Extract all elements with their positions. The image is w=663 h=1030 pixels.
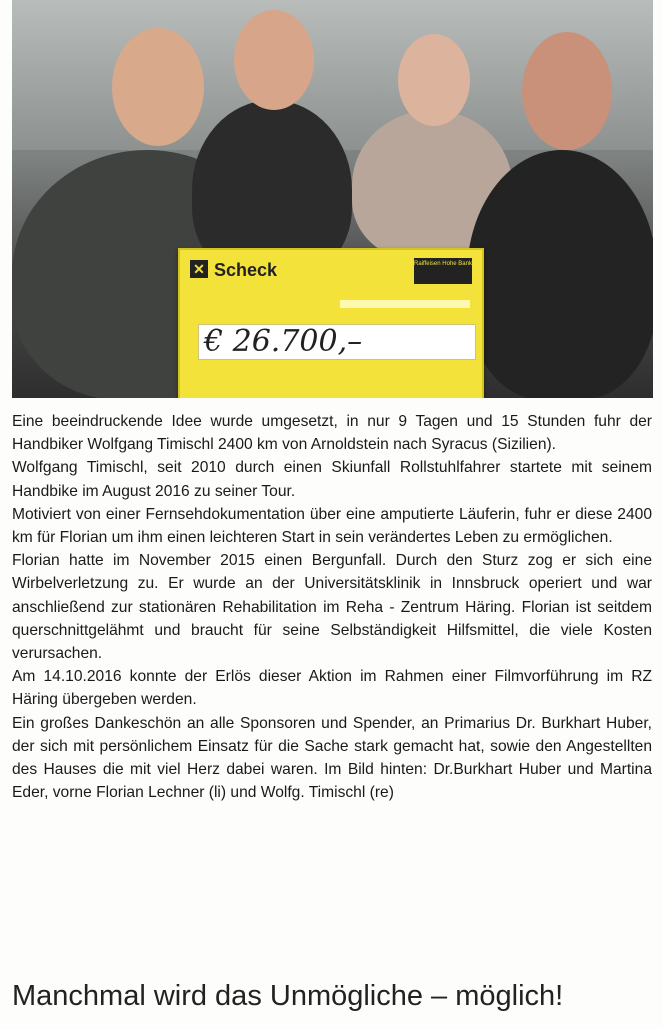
person-right bbox=[467, 150, 653, 398]
paragraph: Ein großes Dankeschön an alle Sponsoren und Spender, an Primarius Dr. Burkhart Huber, der sich mit persönlichem Einsatz für die Sache stark gemacht hat, sowie den Angestellten des Hauses die mit viel Herz dabei waren. Im Bild hinten: Dr.Burkhart Huber und Martina Eder, vorne Florian Lechner (li) und Wolfg. Timischl (re) bbox=[12, 714, 652, 802]
article-headline: Manchmal wird das Unmögliche – möglich! bbox=[12, 980, 564, 1012]
donation-check bbox=[178, 248, 484, 398]
paragraph: Am 14.10.2016 konnte der Erlös dieser Aktion im Rahmen einer Filmvorführung im RZ Häring übergeben werden. bbox=[12, 668, 652, 709]
payee-field bbox=[340, 300, 470, 308]
raiffeisen-logo-icon: ✕ bbox=[190, 260, 208, 278]
check-amount: € 26.700,– bbox=[204, 324, 363, 359]
paragraph: Motiviert von einer Fernsehdokumentation über eine amputierte Läuferin, fuhr er diese 2400 km für Florian um ihm einen leichteren Start in sein verändertes Leben zu ermöglichen. bbox=[12, 505, 652, 547]
check-title: Scheck bbox=[214, 260, 278, 280]
person-back-right-head bbox=[398, 34, 470, 126]
group-photo bbox=[12, 0, 653, 398]
paragraph: Eine beeindruckende Idee wurde umgesetzt, in nur 9 Tagen und 15 Stunden fuhr der Handbiker Wolfgang Timischl 2400 km von Arnoldstein nach Syracus (Sizilien). bbox=[12, 413, 652, 454]
person-right-head bbox=[522, 32, 612, 150]
paragraph: Wolfgang Timischl, seit 2010 durch einen Skiunfall Rollstuhlfahrer startete mit seinem Handbike im August 2016 zu seiner Tour. bbox=[12, 459, 652, 500]
person-back-left-head bbox=[234, 10, 314, 110]
paragraph: Florian hatte im November 2015 einen Bergunfall. Durch den Sturz zog er sich eine Wirbelverletzung zu. Er wurde an der Universitätsklinik in Innsbruck operiert und war anschließend zur stationären Rehabilitation im Reha - Zentrum Häring. Florian ist seitdem querschnittgelähmt und braucht für seine Selbständigkeit Hilfsmittel, die viele Kosten verursachen. bbox=[12, 552, 652, 663]
person-left-head bbox=[112, 28, 204, 146]
article-body bbox=[12, 410, 652, 804]
bank-logo: Raiffeisen Hohe Bank bbox=[414, 258, 472, 284]
